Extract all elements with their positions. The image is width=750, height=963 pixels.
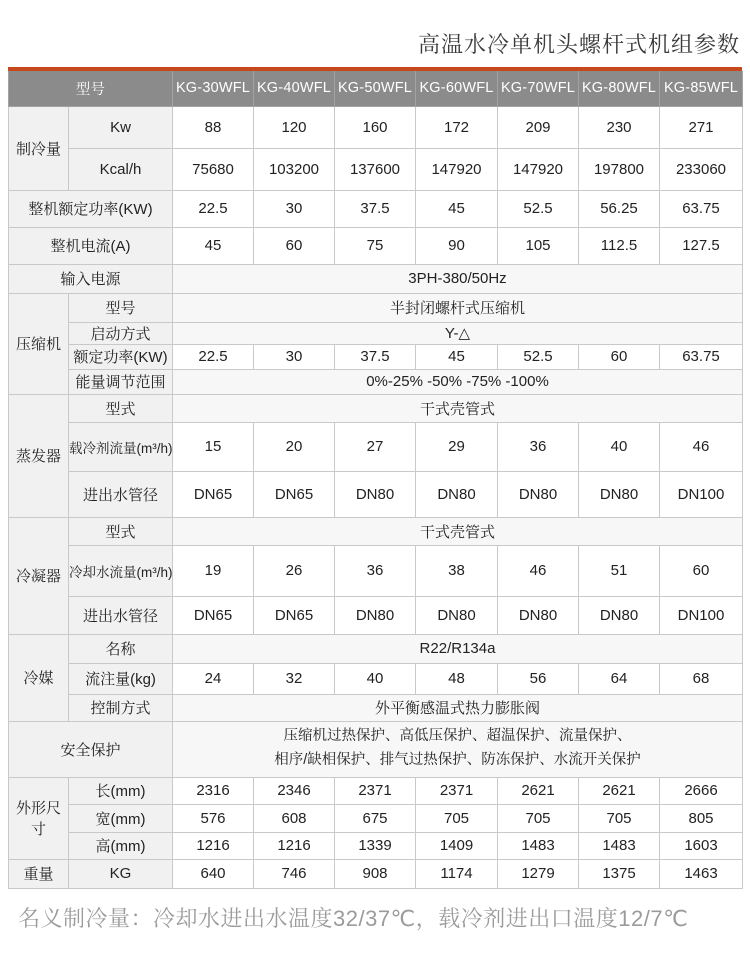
value-cell: 120 <box>254 106 335 148</box>
model-name-cell: KG-50WFL <box>335 71 416 106</box>
table-row <box>9 634 743 663</box>
span-value-cell: 干式壳管式 <box>173 517 743 545</box>
value-cell: 45 <box>416 190 498 227</box>
value-cell: 75680 <box>173 148 254 190</box>
value-cell: DN65 <box>173 596 254 634</box>
table-row <box>9 804 743 832</box>
table-row <box>9 322 743 344</box>
value-cell: 63.75 <box>660 344 743 369</box>
header-row <box>9 71 743 106</box>
table-row <box>9 344 743 369</box>
spec-table-body <box>9 106 743 888</box>
row-label-cell: 启动方式 <box>69 322 173 344</box>
span-value-cell: 半封闭螺杆式压缩机 <box>173 293 743 322</box>
model-header-cell: 型号 <box>9 71 173 106</box>
model-name-cell: KG-80WFL <box>579 71 660 106</box>
value-cell: 88 <box>173 106 254 148</box>
row-label-cell: 长(mm) <box>69 777 173 804</box>
value-cell: 2371 <box>335 777 416 804</box>
value-cell: 209 <box>498 106 579 148</box>
value-cell: 147920 <box>416 148 498 190</box>
value-cell: 197800 <box>579 148 660 190</box>
value-cell: 30 <box>254 344 335 369</box>
value-cell: 805 <box>660 804 743 832</box>
value-cell: 37.5 <box>335 190 416 227</box>
value-cell: 112.5 <box>579 227 660 264</box>
row-label-cell: 额定功率(KW) <box>69 344 173 369</box>
span-value-cell: 外平衡感温式热力膨胀阀 <box>173 694 743 721</box>
value-cell: 908 <box>335 859 416 888</box>
table-row <box>9 721 743 777</box>
value-cell: 2666 <box>660 777 743 804</box>
value-cell: DN100 <box>660 596 743 634</box>
value-cell: DN80 <box>498 596 579 634</box>
row-label-cell: 控制方式 <box>69 694 173 721</box>
value-cell: 705 <box>579 804 660 832</box>
value-cell: DN80 <box>335 471 416 517</box>
value-cell: 45 <box>173 227 254 264</box>
row-label-cell: 冷却水流量(m³/h) <box>69 545 173 596</box>
value-cell: 2621 <box>579 777 660 804</box>
value-cell: 1409 <box>416 832 498 859</box>
span-value-cell: R22/R134a <box>173 634 743 663</box>
value-cell: 36 <box>498 422 579 471</box>
value-cell: 64 <box>579 663 660 694</box>
value-cell: DN80 <box>416 471 498 517</box>
table-row <box>9 190 743 227</box>
table-row <box>9 227 743 264</box>
value-cell: 19 <box>173 545 254 596</box>
group-label-cell: 冷凝器 <box>9 517 69 634</box>
value-cell: DN80 <box>335 596 416 634</box>
value-cell: 52.5 <box>498 190 579 227</box>
row-label-cell: 整机电流(A) <box>9 227 173 264</box>
table-row <box>9 422 743 471</box>
table-row <box>9 777 743 804</box>
value-cell: 675 <box>335 804 416 832</box>
group-label-cell: 重量 <box>9 859 69 888</box>
rating-conditions-note: 名义制冷量：冷却水进出水温度32/37℃，载冷剂进出口温度12/7℃ <box>18 905 689 931</box>
table-row <box>9 471 743 517</box>
row-label-cell: 宽(mm) <box>69 804 173 832</box>
value-cell: 63.75 <box>660 190 743 227</box>
value-cell: 1483 <box>498 832 579 859</box>
value-cell: DN100 <box>660 471 743 517</box>
row-label-cell: 载冷剂流量(m³/h) <box>69 422 173 471</box>
row-label-cell: 输入电源 <box>9 264 173 293</box>
value-cell: 27 <box>335 422 416 471</box>
value-cell: 127.5 <box>660 227 743 264</box>
value-cell: 1375 <box>579 859 660 888</box>
table-row <box>9 293 743 322</box>
row-label-cell: KG <box>69 859 173 888</box>
table-row <box>9 832 743 859</box>
table-row <box>9 859 743 888</box>
row-label-cell: 高(mm) <box>69 832 173 859</box>
value-cell: 147920 <box>498 148 579 190</box>
value-cell: DN80 <box>416 596 498 634</box>
value-cell: 48 <box>416 663 498 694</box>
table-row <box>9 694 743 721</box>
table-row <box>9 264 743 293</box>
value-cell: 24 <box>173 663 254 694</box>
value-cell: 2316 <box>173 777 254 804</box>
group-label-cell: 外形尺寸 <box>9 777 69 859</box>
value-cell: 1216 <box>173 832 254 859</box>
value-cell: 576 <box>173 804 254 832</box>
value-cell: 20 <box>254 422 335 471</box>
value-cell: 26 <box>254 545 335 596</box>
table-row <box>9 517 743 545</box>
model-name-cell: KG-85WFL <box>660 71 743 106</box>
value-cell: 2346 <box>254 777 335 804</box>
group-label-cell: 蒸发器 <box>9 394 69 517</box>
value-cell: 36 <box>335 545 416 596</box>
spec-table-head <box>9 71 743 106</box>
value-cell: 56.25 <box>579 190 660 227</box>
table-row <box>9 394 743 422</box>
row-label-cell: 能量调节范围 <box>69 369 173 394</box>
value-cell: 233060 <box>660 148 743 190</box>
value-cell: 52.5 <box>498 344 579 369</box>
value-cell: 1483 <box>579 832 660 859</box>
row-label-cell: 型式 <box>69 394 173 422</box>
value-cell: DN65 <box>254 596 335 634</box>
span-value-cell: Y-△ <box>173 322 743 344</box>
row-label-cell: 进出水管径 <box>69 471 173 517</box>
value-cell: 2621 <box>498 777 579 804</box>
value-cell: DN80 <box>498 471 579 517</box>
value-cell: 137600 <box>335 148 416 190</box>
group-label-cell: 压缩机 <box>9 293 69 394</box>
value-cell: 1463 <box>660 859 743 888</box>
value-cell: 60 <box>660 545 743 596</box>
value-cell: 640 <box>173 859 254 888</box>
value-cell: 38 <box>416 545 498 596</box>
value-cell: 15 <box>173 422 254 471</box>
value-cell: 45 <box>416 344 498 369</box>
row-label-cell: Kw <box>69 106 173 148</box>
group-label-cell: 冷媒 <box>9 634 69 721</box>
value-cell: 46 <box>498 545 579 596</box>
value-cell: 51 <box>579 545 660 596</box>
value-cell: 160 <box>335 106 416 148</box>
value-cell: 75 <box>335 227 416 264</box>
value-cell: 172 <box>416 106 498 148</box>
span-value-cell: 3PH-380/50Hz <box>173 264 743 293</box>
value-cell: DN65 <box>173 471 254 517</box>
value-cell: 40 <box>335 663 416 694</box>
value-cell: 105 <box>498 227 579 264</box>
page-title: 高温水冷单机头螺杆式机组参数 <box>417 32 740 57</box>
row-label-cell: 型式 <box>69 517 173 545</box>
table-row <box>9 148 743 190</box>
value-cell: 271 <box>660 106 743 148</box>
table-row <box>9 596 743 634</box>
row-label-cell: 进出水管径 <box>69 596 173 634</box>
value-cell: 60 <box>254 227 335 264</box>
value-cell: 1339 <box>335 832 416 859</box>
value-cell: 230 <box>579 106 660 148</box>
span-value-cell: 0%-25% -50% -75% -100% <box>173 369 743 394</box>
value-cell: 60 <box>579 344 660 369</box>
value-cell: 103200 <box>254 148 335 190</box>
value-cell: 2371 <box>416 777 498 804</box>
spec-table <box>8 71 743 889</box>
value-cell: 37.5 <box>335 344 416 369</box>
group-label-cell: 制冷量 <box>9 106 69 190</box>
value-cell: 22.5 <box>173 190 254 227</box>
value-cell: 705 <box>498 804 579 832</box>
value-cell: 705 <box>416 804 498 832</box>
value-cell: 30 <box>254 190 335 227</box>
value-cell: DN80 <box>579 596 660 634</box>
value-cell: 746 <box>254 859 335 888</box>
table-row <box>9 663 743 694</box>
table-row <box>9 545 743 596</box>
table-row <box>9 106 743 148</box>
model-name-cell: KG-60WFL <box>416 71 498 106</box>
value-cell: DN80 <box>579 471 660 517</box>
row-label-cell: 型号 <box>69 293 173 322</box>
row-label-cell: Kcal/h <box>69 148 173 190</box>
value-cell: 608 <box>254 804 335 832</box>
model-name-cell: KG-40WFL <box>254 71 335 106</box>
span-value-cell: 压缩机过热保护、高低压保护、超温保护、流量保护、 相序/缺相保护、排气过热保护、防冻保护、水流开关保护 <box>173 721 743 777</box>
row-label-cell: 流注量(kg) <box>69 663 173 694</box>
value-cell: 32 <box>254 663 335 694</box>
row-label-cell: 名称 <box>69 634 173 663</box>
value-cell: 90 <box>416 227 498 264</box>
value-cell: 68 <box>660 663 743 694</box>
value-cell: 29 <box>416 422 498 471</box>
value-cell: 56 <box>498 663 579 694</box>
value-cell: DN65 <box>254 471 335 517</box>
value-cell: 1174 <box>416 859 498 888</box>
value-cell: 1216 <box>254 832 335 859</box>
value-cell: 46 <box>660 422 743 471</box>
value-cell: 40 <box>579 422 660 471</box>
row-label-cell: 安全保护 <box>9 721 173 777</box>
model-name-cell: KG-70WFL <box>498 71 579 106</box>
value-cell: 1603 <box>660 832 743 859</box>
model-name-cell: KG-30WFL <box>173 71 254 106</box>
value-cell: 1279 <box>498 859 579 888</box>
span-value-cell: 干式壳管式 <box>173 394 743 422</box>
table-row <box>9 369 743 394</box>
value-cell: 22.5 <box>173 344 254 369</box>
row-label-cell: 整机额定功率(KW) <box>9 190 173 227</box>
